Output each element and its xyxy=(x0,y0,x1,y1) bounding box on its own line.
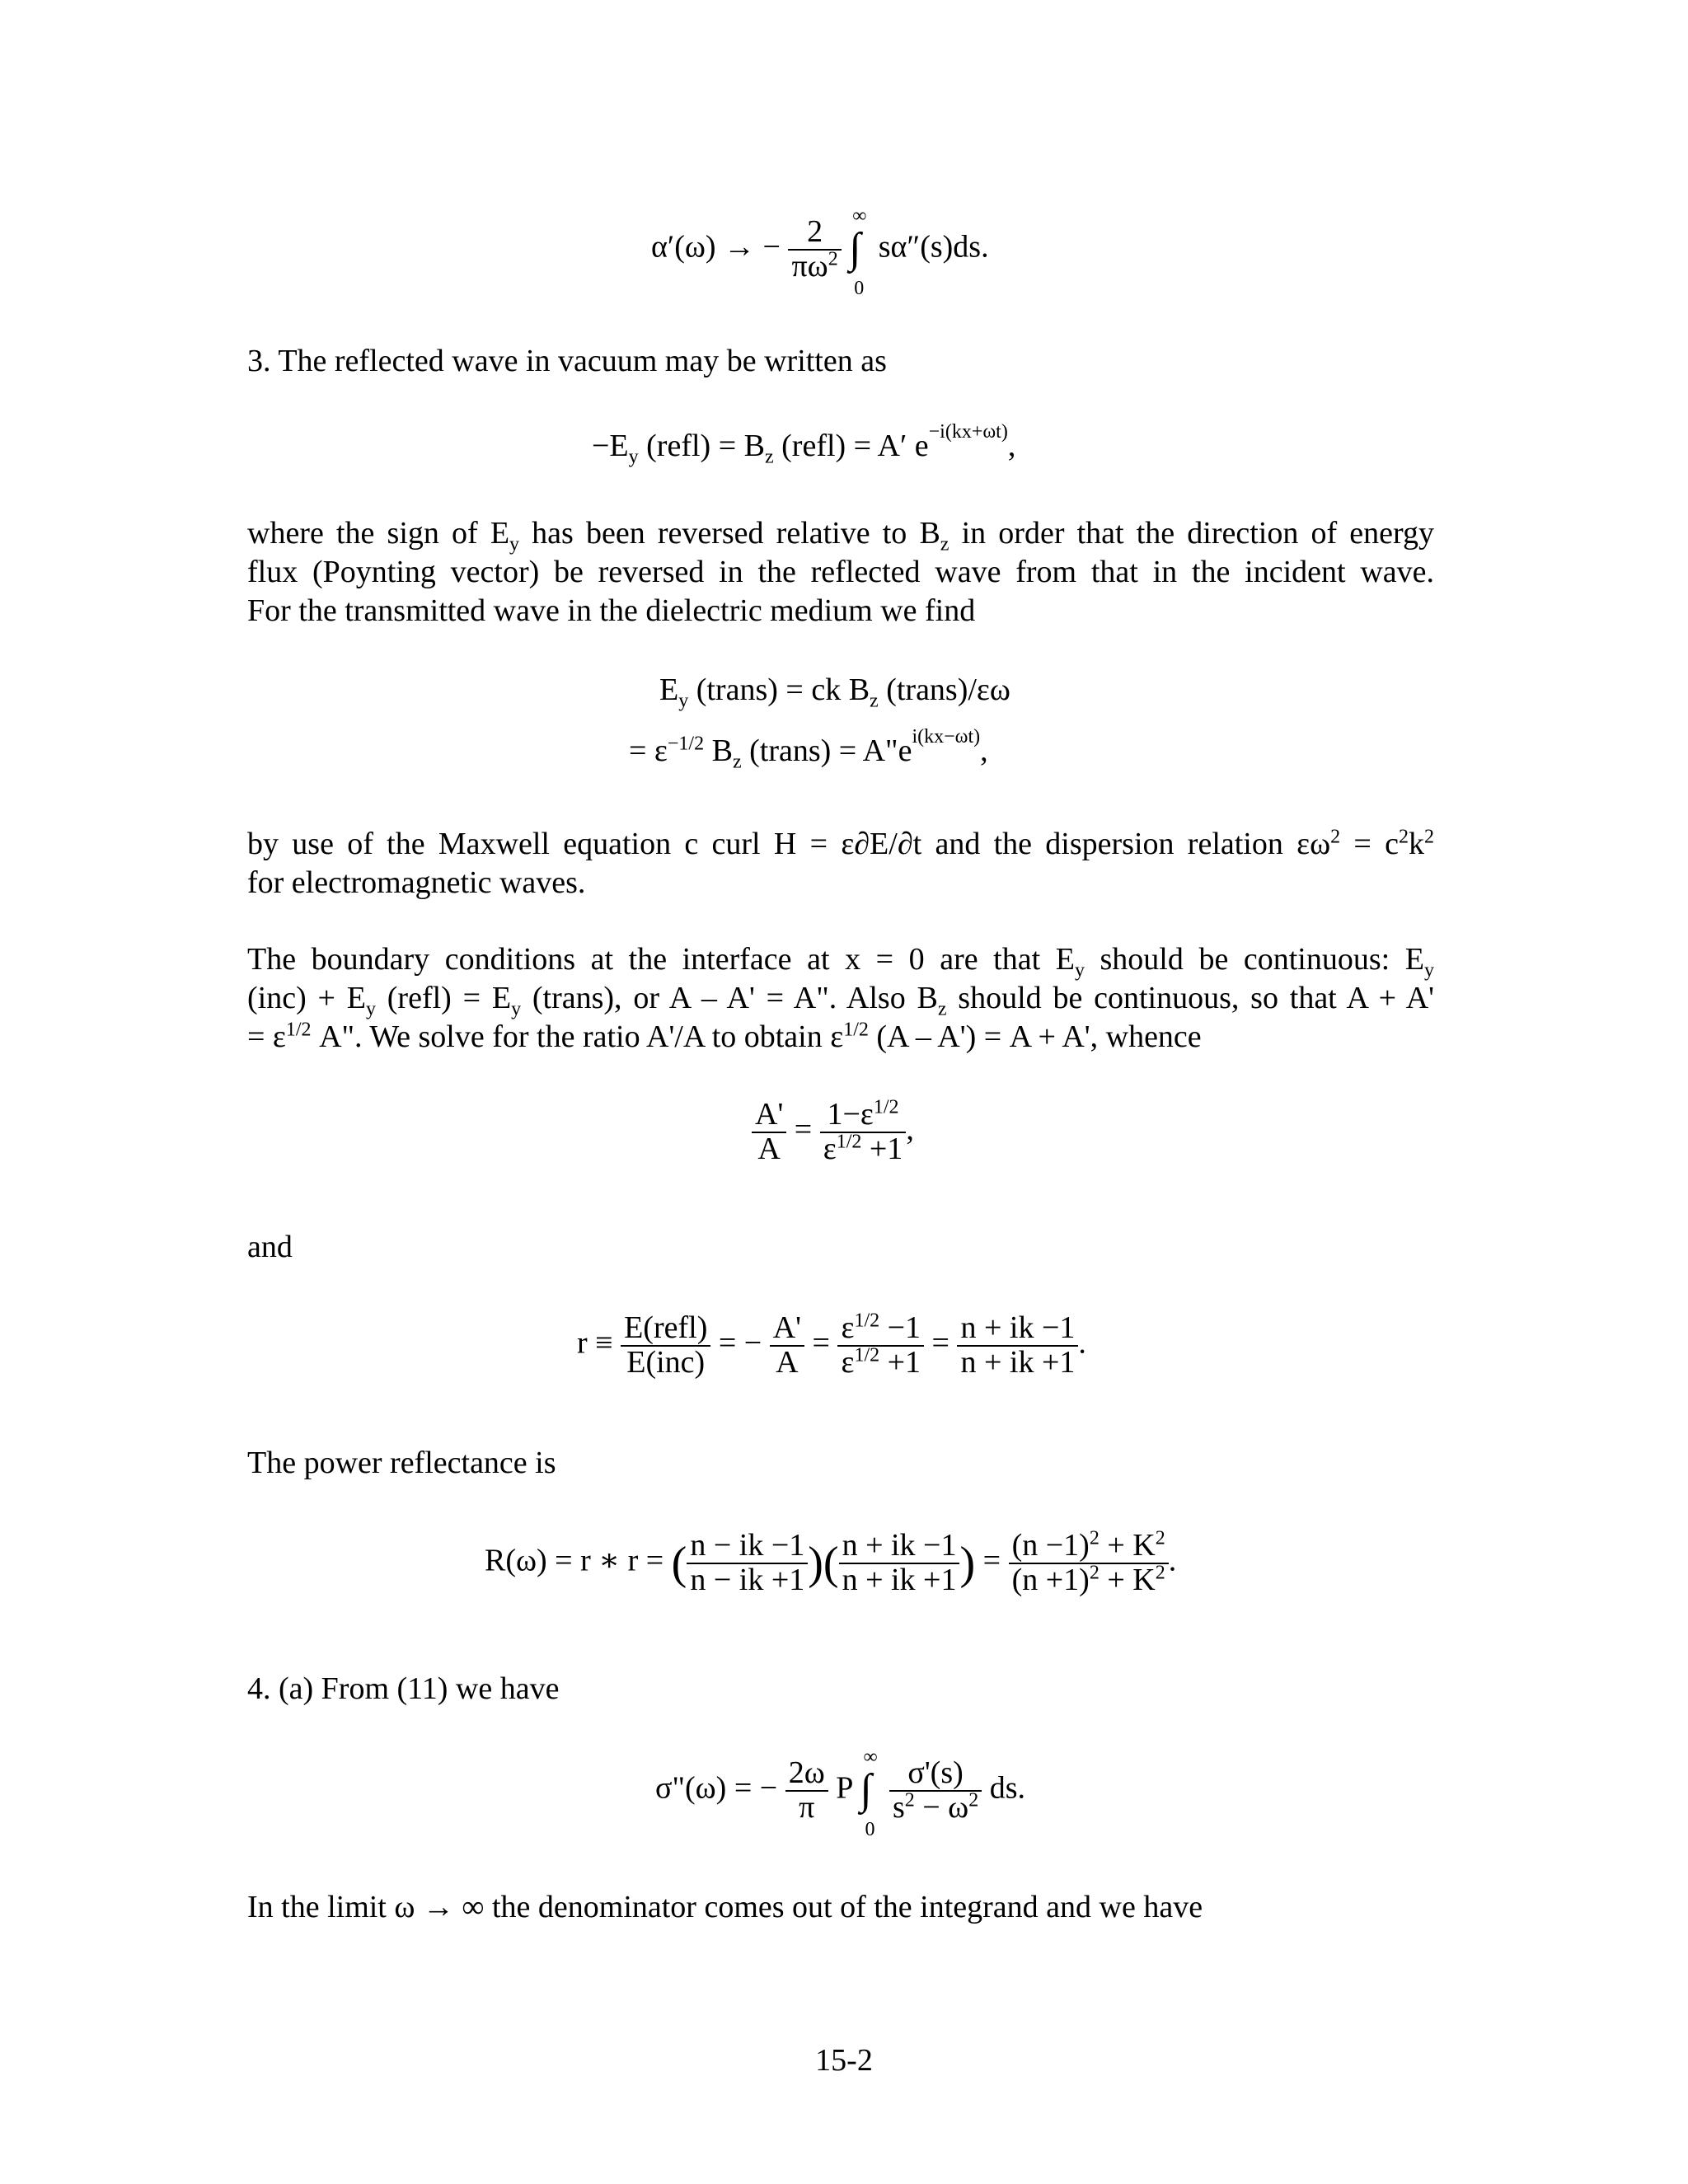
integral-sign: ∞ ∫ 0 xyxy=(849,205,867,299)
paragraph-and: and xyxy=(247,1230,293,1264)
paragraph-power-reflectance: The power reflectance is xyxy=(247,1446,556,1480)
equation-sigma-double-prime: σ"(ω) = − $\frac{2\omega}{\pi}$ P ∞ ∫ 0 $\frac{\sigma'(s)}{s^2 - \omega^2}$ ds. xyxy=(655,1746,1025,1840)
equation-ratio: $\frac{A'}{A}$ = $\frac{1-\varepsilon^{1/2}}{\varepsilon^{1/2} +1}$ , xyxy=(752,1099,914,1166)
equation-alpha-prime: α′(ω) → − $\frac{2}{\pi\omega^2}$ ∞ ∫ 0 sα″(s)ds. xyxy=(651,205,989,299)
paragraph-maxwell: by use of the Maxwell equation c curl H = ε∂E/∂t and the dispersion relation $\varepsilon\omega^2 = c^2k^2$ for electromagnetic waves. xyxy=(247,826,1434,900)
fraction: $\frac{2}{\pi\omega^2}$ xyxy=(788,216,841,284)
integral-sign: ∞ ∫ 0 xyxy=(860,1746,878,1840)
equation-reflection-coefficient: r ≡ $\frac{\text{E(refl)}}{\text{E(inc)}}$ = − $\frac{A'}{A}$ = $\frac{\varepsilon^{1/2} -1}{\varepsilon^{1/2} +1}$ = $\frac{n + ik -1}{n + ik +1}$ . xyxy=(577,1310,1086,1380)
equation-transmitted-line2: = $\varepsilon^{-1/2}$ $B_z$ (trans) = $A"e^{i(kx-\omega t)}$, xyxy=(629,726,988,773)
page-number: 15-2 xyxy=(815,2043,873,2078)
equation-transmitted-line1: $E_y$ (trans) = ck $B_z$ (trans)/εω xyxy=(659,673,1010,712)
paragraph-limit: In the limit ω → ∞ the denominator comes out of the integrand and we have xyxy=(247,1890,1203,1924)
equation-power-reflectance: R(ω) = r ∗ r = ( $\frac{n - ik -1}{n - ik +1}$ )( $\frac{n + ik -1}{n + ik +1}$ ) = $\frac{(n -1)^2 + K^2}{(n +1)^2 + K^2}$ . xyxy=(485,1527,1177,1597)
equation-reflected-wave: $-E_y$ (refl) = $B_z$ (refl) = A′ $e^{-i(kx+\omega t)}$, xyxy=(592,421,1016,468)
paragraph-boundary: The boundary conditions at the interface at x = 0 are that $E_y$ should be continuous: $E_y$ $(inc) + E_y$ (refl) = $E_y$ (trans), or A – A' = A". Also $B_z$ should be continuous, so that A + A' = $\varepsilon^{1/2}$ A". We solve for the ratio A'/A to obtain $\varepsilon^{1/2}$ (A – A') = A + A', whence xyxy=(247,942,1435,1054)
paragraph-3: 3. The reflected wave in vacuum may be written as xyxy=(247,344,887,378)
paragraph-where: where the sign of $E_y$ has been reversed relative to $B_z$ in order that the direction of energy flux (Poynting vector) be reversed in the reflected wave from that in the incident wave. For the transmitted wave in the dielectric medium we find xyxy=(247,516,1434,628)
paragraph-4a: 4. (a) From (11) we have xyxy=(247,1671,560,1706)
